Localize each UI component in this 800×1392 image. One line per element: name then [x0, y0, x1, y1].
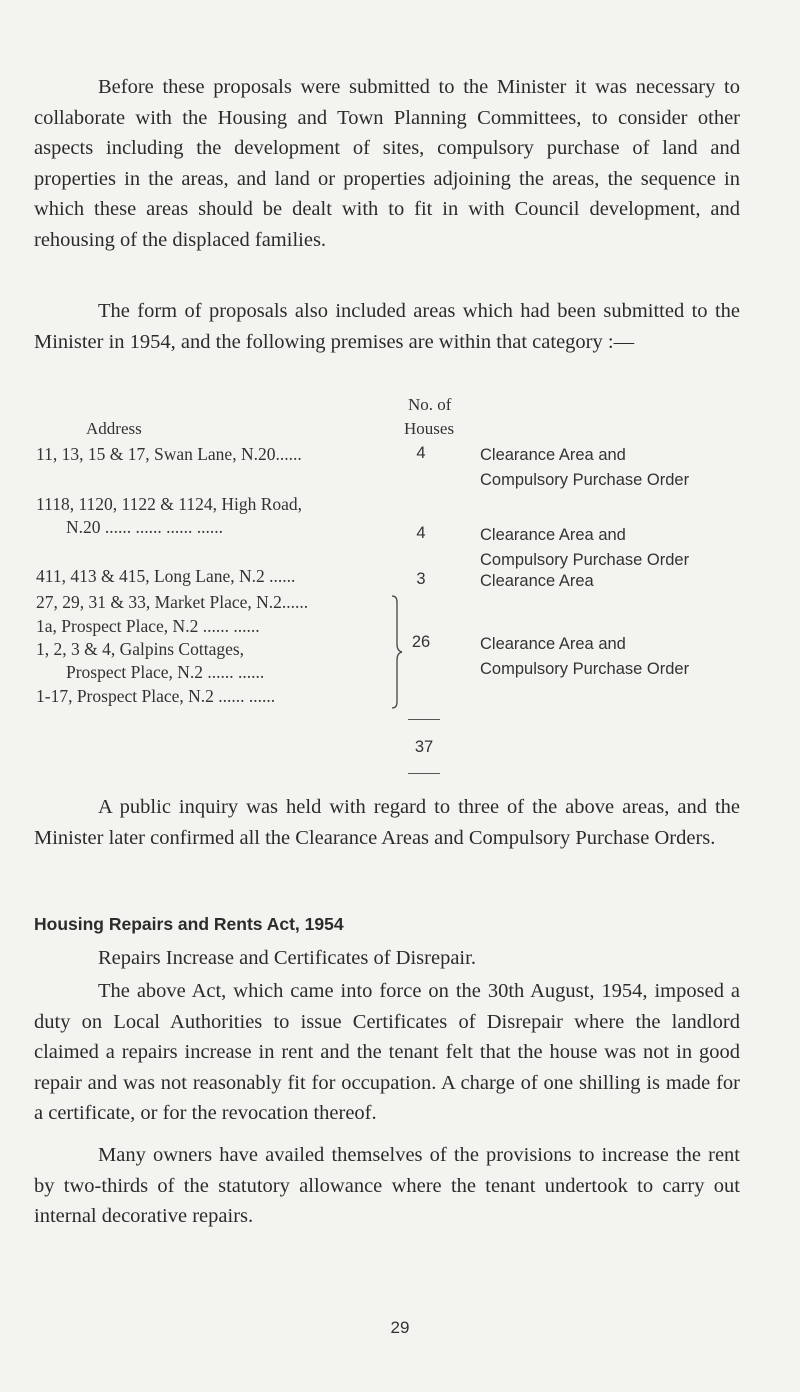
table-row-address-line2: N.20 ...... ...... ...... ...... [66, 517, 224, 537]
table-total: 37 [414, 738, 434, 756]
section-heading: Housing Repairs and Rents Act, 1954 [34, 914, 344, 934]
group-houses: 26 [411, 633, 431, 651]
group-address-cont-wrap [36, 661, 396, 684]
group-desc-line1: Clearance Area and [480, 635, 626, 653]
group-address: Prospect Place, N.2 ...... ...... [66, 662, 265, 682]
table-row-desc-line1: Clearance Area and [480, 446, 626, 464]
paragraph-form-of-proposals: The form of proposals also included areas which had been submitted to the Minister in 1954, and the following premises are within that category :— [34, 300, 740, 353]
total-rule-top [408, 719, 440, 720]
table-row-desc-line1: Clearance Area [480, 572, 594, 590]
table-row-address: 1118, 1120, 1122 & 1124, High Road, [36, 494, 303, 514]
table-row-address-cont [36, 516, 396, 539]
paragraph-owners: Many owners have availed themselves of the provisions to increase the rent by two-thirds of the statutory allowance where the tenant undertook to carry out internal decorative repairs. [34, 1144, 740, 1227]
group-address: 1, 2, 3 & 4, Galpins Cottages, [36, 639, 245, 659]
table-row-desc-line2: Compulsory Purchase Order [480, 551, 690, 569]
table-row-houses: 4 [416, 444, 426, 462]
table-row-houses: 4 [416, 524, 426, 542]
header-address: Address [86, 419, 142, 438]
table-row-address: 411, 413 & 415, Long Lane, N.2 ...... [36, 566, 296, 586]
page-number: 29 [390, 1318, 410, 1337]
group-address: 1-17, Prospect Place, N.2 ...... ...... [36, 686, 276, 706]
table-row-desc-line1: Clearance Area and [480, 526, 626, 544]
total-rule-bottom [408, 773, 440, 774]
table-row-houses: 3 [416, 570, 426, 588]
paragraph-subheading: Repairs Increase and Certificates of Disrepair. [98, 947, 476, 969]
table-row-desc-line2: Compulsory Purchase Order [480, 471, 690, 489]
table-row-address: 11, 13, 15 & 17, Swan Lane, N.20...... [36, 444, 302, 464]
paragraph-proposals: Before these proposals were submitted to the Minister it was necessary to collaborate with the Housing and Town Planning Committees, to consider other aspects including the development of sites, compulsory purchase of land and properties in the areas, and land or properties adjoining the areas, the sequence in which these areas should be dealt with to fit in with Council development, and rehousing of the displaced families. [34, 76, 740, 251]
group-desc-line2: Compulsory Purchase Order [480, 660, 690, 678]
header-no-of: No. of [408, 395, 452, 414]
group-brace [390, 594, 404, 710]
paragraph-public-inquiry: A public inquiry was held with regard to three of the above areas, and the Minister later confirmed all the Clearance Areas and Compulsory Purchase Orders. [34, 796, 740, 849]
group-address: 27, 29, 31 & 33, Market Place, N.2...... [36, 592, 309, 612]
group-address: 1a, Prospect Place, N.2 ...... ...... [36, 616, 260, 636]
header-houses: Houses [404, 419, 455, 438]
paragraph-act: The above Act, which came into force on the 30th August, 1954, imposed a duty on Local Authorities to issue Certificates of Disrepair where the landlord claimed a repairs increase in rent and the tenant felt that the house was not in good repair and was not reasonably fit for occupation. A charge of one shilling is made for a certificate, or for the revocation thereof. [34, 980, 740, 1124]
